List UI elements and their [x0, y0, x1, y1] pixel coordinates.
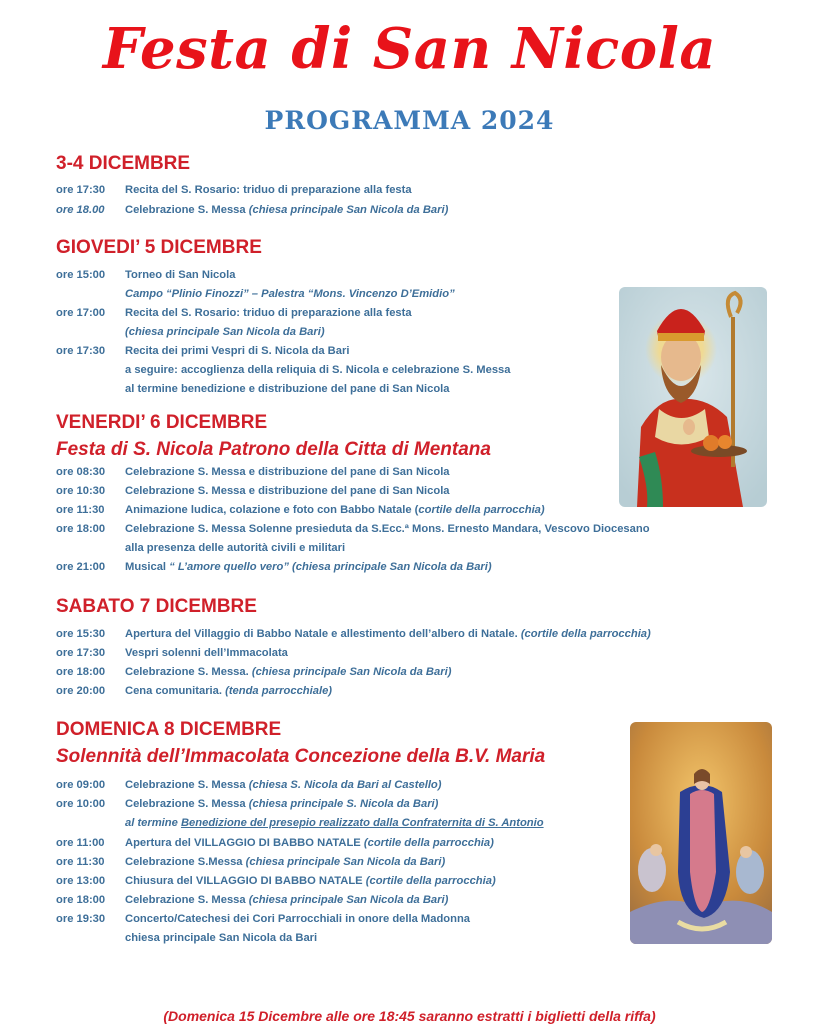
day-heading: GIOVEDI’ 5 DICEMBRE: [56, 237, 262, 258]
schedule-row: [56, 663, 451, 682]
time: ore 19:30: [56, 913, 106, 925]
event-detail: a seguire: accoglienza della reliquia di S. Nicola e celebrazione S. Messa: [125, 364, 511, 376]
schedule-row: [56, 482, 450, 501]
event-text: Musical: [125, 561, 170, 573]
event-location: (chiesa principale S. Nicola da Bari): [248, 798, 439, 810]
schedule-row: [56, 834, 494, 853]
event-detail: al termine benedizione e distribuzione del pane di San Nicola: [125, 383, 450, 395]
time: ore 18:00: [56, 523, 106, 535]
day-subheading: Solennità dell’Immacolata Concezione della B.V. Maria: [56, 746, 546, 767]
time: ore 17:00: [56, 307, 106, 319]
schedule-row: [56, 872, 496, 891]
event-detail: alla presenza delle autorità civili e militari: [125, 542, 346, 554]
event-text: Cena comunitaria.: [125, 685, 226, 697]
event-location: (cortile della parrocchia): [520, 628, 651, 640]
schedule-row: [56, 795, 438, 814]
event-text: Celebrazione S. Messa: [125, 798, 249, 810]
event-text: Celebrazione S.Messa: [125, 856, 246, 868]
schedule-row: [56, 558, 492, 577]
time: ore 15:00: [56, 269, 106, 281]
time: ore 20:00: [56, 685, 106, 697]
event-text: Recita del S. Rosario: triduo di preparazione alla festa: [125, 307, 412, 319]
event-location: (cortile della parrocchia): [363, 837, 494, 849]
schedule-row: [56, 776, 442, 795]
event-text: Celebrazione S. Messa e distribuzione del pane di San Nicola: [125, 485, 450, 497]
detail-underlined: Benedizione del presepio realizzato dalla Confraternita di S. Antonio: [180, 817, 544, 829]
immaculate-conception-painting: [630, 722, 772, 944]
schedule-row: [56, 625, 651, 644]
immaculate-conception-image: [630, 722, 772, 944]
time: ore 08:30: [56, 466, 106, 478]
event-location: (chiesa principale San Nicola da Bari): [125, 326, 325, 338]
day-heading: VENERDI’ 6 DICEMBRE: [56, 412, 268, 433]
schedule-row: [56, 201, 448, 220]
day-subheading: Festa di S. Nicola Patrono della Citta di Mentana: [56, 439, 491, 460]
time: ore 13:00: [56, 875, 106, 887]
time: ore 09:00: [56, 779, 106, 791]
detail-prefix: al termine: [125, 817, 181, 829]
time: ore 18:00: [56, 894, 106, 906]
time: ore 21:00: [56, 561, 106, 573]
time: ore 17:30: [56, 345, 106, 357]
day-heading: SABATO 7 DICEMBRE: [56, 596, 257, 617]
day-heading: 3-4 DICEMBRE: [56, 153, 191, 174]
event-text: Celebrazione S. Messa: [125, 779, 249, 791]
poster-subtitle: PROGRAMMA 2024: [264, 106, 555, 135]
time: ore 17:30: [56, 184, 106, 196]
poster-title: Festa di San Nicola: [102, 16, 717, 82]
time: ore 18:00: [56, 666, 106, 678]
event-location: (tenda parrocchiale): [225, 685, 333, 697]
schedule-row: [56, 181, 412, 200]
event-text: Torneo di San Nicola: [125, 269, 236, 281]
event-location: (chiesa principale San Nicola da Bari): [248, 204, 449, 216]
time: ore 10:00: [56, 798, 106, 810]
event-location: “ L’amore quello vero” (chiesa principale San Nicola da Bari): [169, 561, 492, 573]
schedule-row: [56, 304, 412, 323]
event-text: Celebrazione S. Messa: [125, 204, 249, 216]
event-text: Celebrazione S. Messa: [125, 894, 249, 906]
time: ore 18.00: [56, 204, 105, 216]
event-location: cortile della parrocchia): [418, 504, 545, 516]
schedule-row: [56, 463, 450, 482]
schedule-row: [56, 266, 235, 285]
event-location: (chiesa principale San Nicola da Bari): [251, 666, 452, 678]
event-text: Celebrazione S. Messa Solenne presieduta da S.Ecc.ª Mons. Ernesto Mandara, Vescovo Diocesano: [125, 523, 650, 535]
event-location: (chiesa S. Nicola da Bari al Castello): [248, 779, 442, 791]
event-text: Celebrazione S. Messa.: [125, 666, 252, 678]
event-text: Recita del S. Rosario: triduo di preparazione alla festa: [125, 184, 412, 196]
schedule-row: [56, 891, 448, 910]
schedule-row: [56, 853, 445, 872]
event-text: Recita dei primi Vespri di S. Nicola da Bari: [125, 345, 350, 357]
time: ore 11:30: [56, 856, 105, 868]
time: ore 11:00: [56, 837, 105, 849]
time: ore 11:30: [56, 504, 105, 516]
time: ore 15:30: [56, 628, 106, 640]
time: ore 17:30: [56, 647, 106, 659]
schedule-row: [56, 910, 470, 929]
event-location: Campo “Plinio Finozzi” – Palestra “Mons. Vincenzo D’Emidio”: [125, 288, 455, 300]
event-location: (chiesa principale San Nicola da Bari): [248, 894, 449, 906]
event-text: Chiusura del VILLAGGIO DI BABBO NATALE: [125, 875, 366, 887]
time: ore 10:30: [56, 485, 106, 497]
event-text: Apertura del VILLAGGIO DI BABBO NATALE: [125, 837, 364, 849]
event-detail: chiesa principale San Nicola da Bari: [125, 932, 318, 944]
schedule-row: [56, 501, 545, 520]
schedule-row: [56, 342, 349, 361]
saint-nicholas-painting: [619, 287, 767, 507]
day-heading: DOMENICA 8 DICEMBRE: [56, 719, 282, 740]
schedule-row: [56, 682, 332, 701]
event-location: (cortile della parrocchia): [365, 875, 496, 887]
event-text: Vespri solenni dell’Immacolata: [125, 647, 288, 659]
saint-nicholas-image: [619, 287, 767, 507]
schedule-row: [56, 520, 650, 539]
event-text: Celebrazione S. Messa e distribuzione del pane di San Nicola: [125, 466, 450, 478]
event-detail: [125, 814, 544, 833]
event-text: Animazione ludica, colazione e foto con Babbo Natale (: [125, 504, 419, 516]
event-text: Concerto/Catechesi dei Cori Parrocchiali in onore della Madonna: [125, 913, 471, 925]
footer-note: (Domenica 15 Dicembre alle ore 18:45 saranno estratti i biglietti della riffa): [163, 1008, 656, 1024]
event-text: Apertura del Villaggio di Babbo Natale e allestimento dell’albero di Natale.: [125, 628, 521, 640]
schedule-row: [56, 644, 288, 663]
event-location: (chiesa principale San Nicola da Bari): [245, 856, 446, 868]
